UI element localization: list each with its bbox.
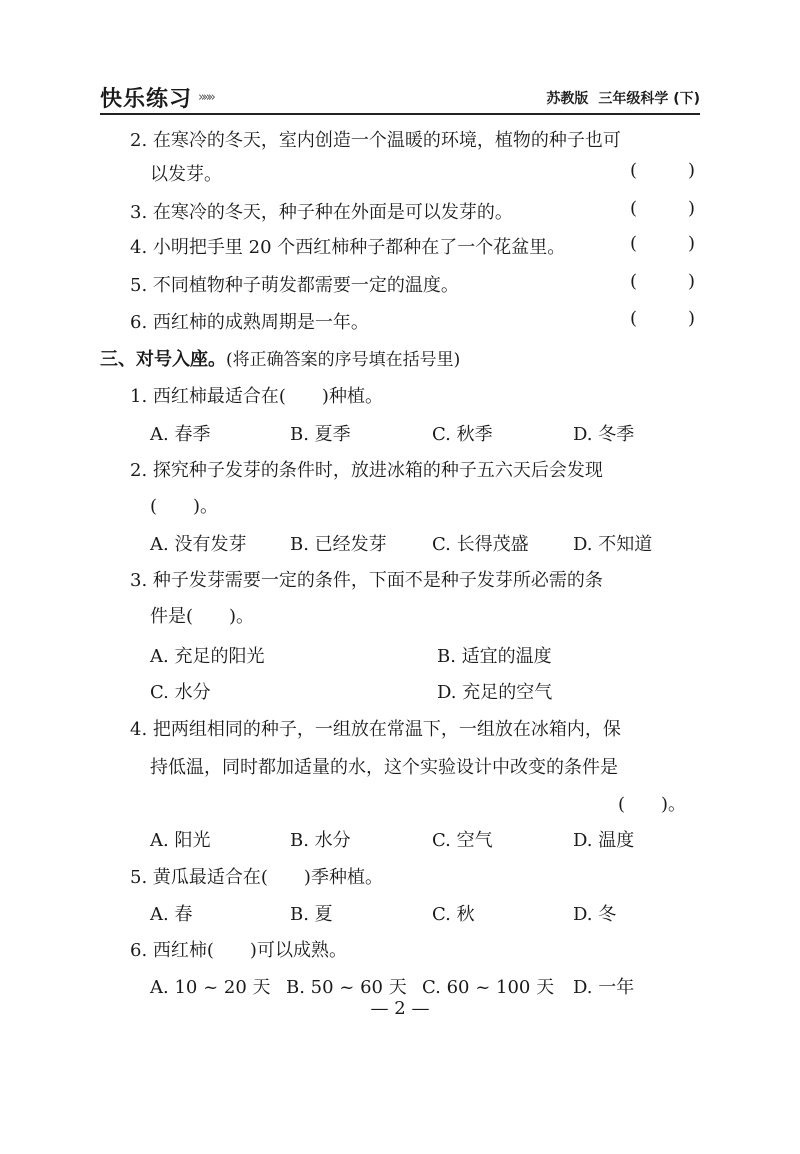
q3-option-b[interactable]: B. 适宜的温度: [437, 646, 552, 667]
q4-option-a[interactable]: A. 阳光: [150, 830, 211, 851]
book-info: [546, 88, 700, 108]
q2-option-d[interactable]: D. 不知道: [573, 534, 653, 555]
chevron-decoration-icon: »»»: [198, 90, 213, 105]
q4-option-b[interactable]: B. 水分: [290, 830, 351, 851]
q2-option-c[interactable]: C. 长得茂盛: [432, 534, 529, 555]
section-title: 三、对号入座。: [100, 349, 226, 370]
q5-option-a[interactable]: A. 春: [150, 904, 193, 925]
question-1: 1. 西红柿最适合在( )种植。: [130, 386, 383, 407]
question-3-line1: 3. 种子发芽需要一定的条件，下面不是种子发芽所必需的条: [130, 570, 603, 591]
tf-item-2-line1: 2. 在寒冷的冬天，室内创造一个温暖的环境，植物的种子也可: [130, 130, 621, 151]
q5-option-d[interactable]: D. 冬: [573, 904, 617, 925]
q3-option-a[interactable]: A. 充足的阳光: [150, 646, 265, 667]
section-instructions: (将正确答案的序号填在括号里): [226, 350, 461, 370]
q6-option-c[interactable]: C. 60 ~ 100 天: [422, 977, 555, 998]
question-4-line1: 4. 把两组相同的种子，一组放在常温下，一组放在冰箱内，保: [130, 719, 621, 740]
tf-item-5: 5. 不同植物种子萌发都需要一定的温度。: [130, 275, 459, 296]
question-2-line1: 2. 探究种子发芽的条件时，放进冰箱的种子五六天后会发现: [130, 460, 603, 481]
question-4-line3: ( )。: [618, 794, 687, 815]
q5-option-c[interactable]: C. 秋: [432, 904, 475, 925]
question-5: 5. 黄瓜最适合在( )季种植。: [130, 867, 383, 888]
question-4-line2: 持低温，同时都加适量的水，这个实验设计中改变的条件是: [150, 757, 618, 778]
subject-label: 三年级科学 (下): [598, 91, 700, 107]
q3-option-d[interactable]: D. 充足的空气: [437, 682, 553, 703]
question-6: 6. 西红柿( )可以成熟。: [130, 940, 347, 961]
q6-option-b[interactable]: B. 50 ~ 60 天: [286, 977, 407, 998]
q6-option-a[interactable]: A. 10 ~ 20 天: [150, 977, 271, 998]
tf-item-2-line2: 以发芽。: [150, 164, 222, 185]
edition-label: 苏教版: [546, 91, 589, 107]
header-divider: [100, 113, 700, 115]
q2-option-a[interactable]: A. 没有发芽: [150, 534, 247, 555]
q5-option-b[interactable]: B. 夏: [290, 904, 333, 925]
page-number: — 2 —: [370, 998, 430, 1019]
q1-option-d[interactable]: D. 冬季: [573, 424, 635, 445]
q1-option-b[interactable]: B. 夏季: [290, 424, 351, 445]
page-header: [100, 82, 700, 112]
question-3-line2: 件是( )。: [150, 606, 255, 627]
tf-item-6: 6. 西红柿的成熟周期是一年。: [130, 312, 369, 333]
tf-item-3: 3. 在寒冷的冬天，种子种在外面是可以发芽的。: [130, 202, 513, 223]
brand-title: 快乐练习: [100, 87, 193, 112]
q4-option-d[interactable]: D. 温度: [573, 830, 635, 851]
tf-item-4: 4. 小明把手里 20 个西红柿种子都种在了一个花盆里。: [130, 237, 566, 258]
q4-option-c[interactable]: C. 空气: [432, 830, 493, 851]
worksheet-page: 快乐练习 »»» 苏教版 三年级科学 (下) 2. 在寒冷的冬天，室内创造一个温暖的环境，植物的种子也可 以发芽。 ( ) 3. 在寒冷的冬天，种子种在外面是可以发芽的。 ( ) 4. 小明把手里 20 个西红柿种子都种在了一个花盆里。 ( ) 5. 不同植物种子萌发都需要一定的温度。 ( ) 6. 西红柿的成熟周期是一年。 ( ) 三、对号入座。(将正确答案的序号填在括号里) 1. 西红柿最适合在( )种植。 A. 春季 B. 夏季 C. 秋季 D. 冬季 2. 探究种子发芽的条件时，放进冰箱的种子五六天后会发现 ( )。 A. 没有发芽 B. 已经发芽 C. 长得茂盛 D. 不知道 3. 种子发芽需要一定的条件，下面不是种子发芽所必需的条 件是( )。 A. 充足的阳光 B. 适宜的温度 C. 水分 D. 充足的空气 4. 把两组相同的种子，一组放在常温下，一组放在冰箱内，保 持低温，同时都加适量的水，这个实验设计中改变的条件是 ( )。 A. 阳光 B. 水分 C. 空气 D. 温度 5. 黄瓜最适合在( )季种植。 A. 春 B. 夏 C. 秋 D. 冬 6. 西红柿( )可以成熟。 A. 10 ~ 20 天 B. 50 ~ 60 天 C. 60 ~ 100 天 D. 一年 — 2 —: [0, 0, 800, 1154]
section-heading: [100, 345, 460, 371]
q1-option-c[interactable]: C. 秋季: [432, 424, 493, 445]
q1-option-a[interactable]: A. 春季: [150, 424, 211, 445]
question-2-line2: ( )。: [150, 496, 219, 517]
q2-option-b[interactable]: B. 已经发芽: [290, 534, 387, 555]
q3-option-c[interactable]: C. 水分: [150, 682, 211, 703]
q6-option-d[interactable]: D. 一年: [573, 977, 635, 998]
